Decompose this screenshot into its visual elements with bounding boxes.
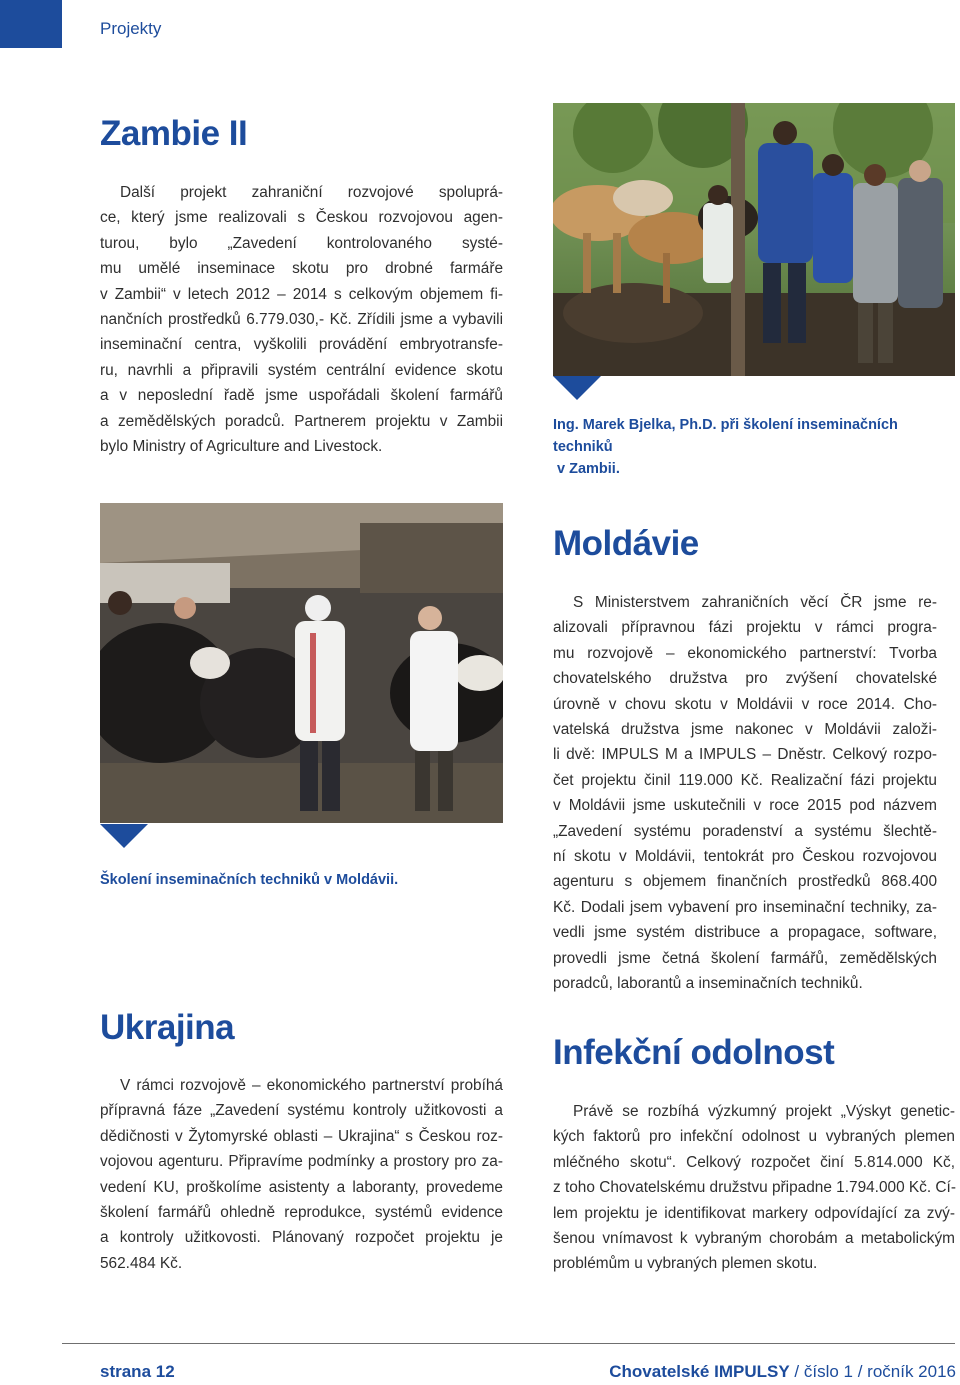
caption-zambia (553, 414, 960, 480)
text-line: v Zambii“ v letech 2012 – 2014 s celkovým objemem fi- (100, 285, 503, 303)
heading-ukrajina: Ukrajina (100, 1008, 235, 1047)
text-line: šenou vnímavost k vybraným chorobám a metabolickým (553, 1230, 955, 1248)
heading-zambie: Zambie II (100, 114, 248, 153)
text-line: z toho Chovatelskému družstvu připadne 1.794.000 Kč. Cí- (553, 1179, 956, 1197)
text-line: ru, navrhli a připravili systém centrální evidence skotu (100, 361, 503, 379)
text-line: vedli jsme systém distribuce a propagace, software, (553, 924, 937, 942)
page-number: strana 12 (100, 1362, 175, 1381)
text-line: čet projektu činil 119.000 Kč. Realizační fázi projektu (553, 771, 937, 789)
heading-infekcni-odolnost: Infekční odolnost (553, 1033, 835, 1072)
text-line: Právě se rozbíhá výzkumný projekt „Výskyt genetic- (573, 1103, 955, 1120)
text-line: 562.484 Kč. (100, 1254, 183, 1272)
caption-line: v Zambii. (557, 461, 620, 477)
text-line: dědičnosti v Žytomyrské oblasti – Ukrajina“ s Českou roz- (100, 1127, 503, 1145)
text-line: S Ministerstvem zahraničních věcí ČR jsme re- (573, 594, 937, 611)
publication-info (609, 1362, 956, 1382)
text-line: přípravná fáze „Zavedení systému kontroly užitkovosti a (100, 1102, 503, 1120)
text-line: li dvě: IMPULS M a IMPULS – Dněstr. Celkový rozpo- (553, 746, 937, 764)
text-line: nančních prostředků 6.779.030,- Kč. Zřídili jsme a vybavili (100, 311, 503, 329)
text-line: alizovali přípravnou fázi projektu v rámci progra- (553, 619, 937, 637)
caption-line: Ing. Marek Bjelka, Ph.D. při školení inseminačních techniků (553, 417, 898, 455)
text-line: mu umělé inseminace skotu pro drobné farmáře (100, 260, 503, 278)
text-line: turou, bylo „Zavedení kontrolovaného systé- (100, 234, 503, 252)
text-line: problémům u vybraných plemen skotu. (553, 1255, 818, 1273)
photo-moldova-training (100, 503, 503, 823)
text-line: poradců, laborantů a inseminačních techniků. (553, 975, 863, 993)
text-line: V rámci rozvojově – ekonomického partnerství probíhá (120, 1077, 503, 1094)
caption-marker-icon (553, 376, 601, 400)
section-label: Projekty (100, 19, 162, 38)
ukrajina-text (100, 1073, 503, 1276)
moldavie-text (553, 590, 937, 997)
text-line: Další projekt zahraniční rozvojové spoluprá- (120, 184, 503, 201)
text-line: inseminační centra, vyškolili provádění embryotransfe- (100, 336, 503, 354)
text-line: a kontroly užitkovosti. Plánovaný rozpočet projektu je (100, 1229, 503, 1247)
caption-moldova: Školení inseminačních techniků v Moldávii. (100, 872, 399, 888)
infekcni-text (553, 1099, 955, 1277)
publication-name: Chovatelské IMPULSY (609, 1362, 790, 1381)
text-line: a v neposlední řadě jsme uspořádali školení farmářů (100, 387, 503, 405)
caption-marker-icon (100, 824, 148, 848)
text-line: mléčného skotu“. Celkový rozpočet činí 5.814.000 Kč, (553, 1153, 955, 1171)
text-line: Kč. Dodali jsem vybavení pro inseminační techniky, za- (553, 898, 937, 916)
footer-divider (62, 1343, 955, 1344)
text-line: v Moldávii jsme uskutečnili v roce 2015 pod názvem (553, 797, 937, 815)
text-line: mu rozvojově – ekonomického partnerství: Tvorba (553, 644, 937, 662)
header-corner-block (0, 0, 62, 48)
text-line: ní skotu v Moldávii, tentokrát pro Českou rozvojovou (553, 848, 937, 866)
text-line: ce, který jsme realizovali s Českou rozvojovou agen- (100, 209, 503, 227)
text-line: kých faktorů pro infekční odolnost u vybraných plemen (553, 1128, 955, 1146)
zambie-text (100, 180, 503, 459)
text-line: provedli jsme četná školení farmářů, zemědělských (553, 949, 937, 967)
heading-moldavie: Moldávie (553, 524, 699, 563)
text-line: a zemědělských poradců. Partnerem projektu v Zambii (100, 412, 503, 430)
issue-info: / číslo 1 / ročník 2016 (789, 1362, 956, 1381)
text-line: úrovně v chovu skotu v Moldávii v roce 2014. Cho- (553, 695, 937, 713)
text-line: vedení KU, proškolíme asistenty a laboranty, provedeme (100, 1178, 503, 1196)
text-line: vatelská družstva jsme nakonec v Moldávii založi- (553, 721, 937, 739)
text-line: agenturu s objemem finančních prostředků 868.400 (553, 873, 937, 891)
text-line: lem projektu je identifikovat markery odpovídající za zvý- (553, 1204, 955, 1222)
photo-zambia-training (553, 103, 955, 376)
text-line: chovatelského družstva pro zvýšení chovatelské (553, 670, 937, 688)
text-line: školení farmářů ohledně reprodukce, systémů evidence (100, 1204, 503, 1222)
text-line: vojovou agenturu. Připravíme podmínky a prostory pro za- (100, 1153, 503, 1171)
text-line: bylo Ministry of Agriculture and Livestock. (100, 438, 383, 456)
text-line: „Zavedení systému poradenství a systému šlechtě- (553, 822, 937, 840)
